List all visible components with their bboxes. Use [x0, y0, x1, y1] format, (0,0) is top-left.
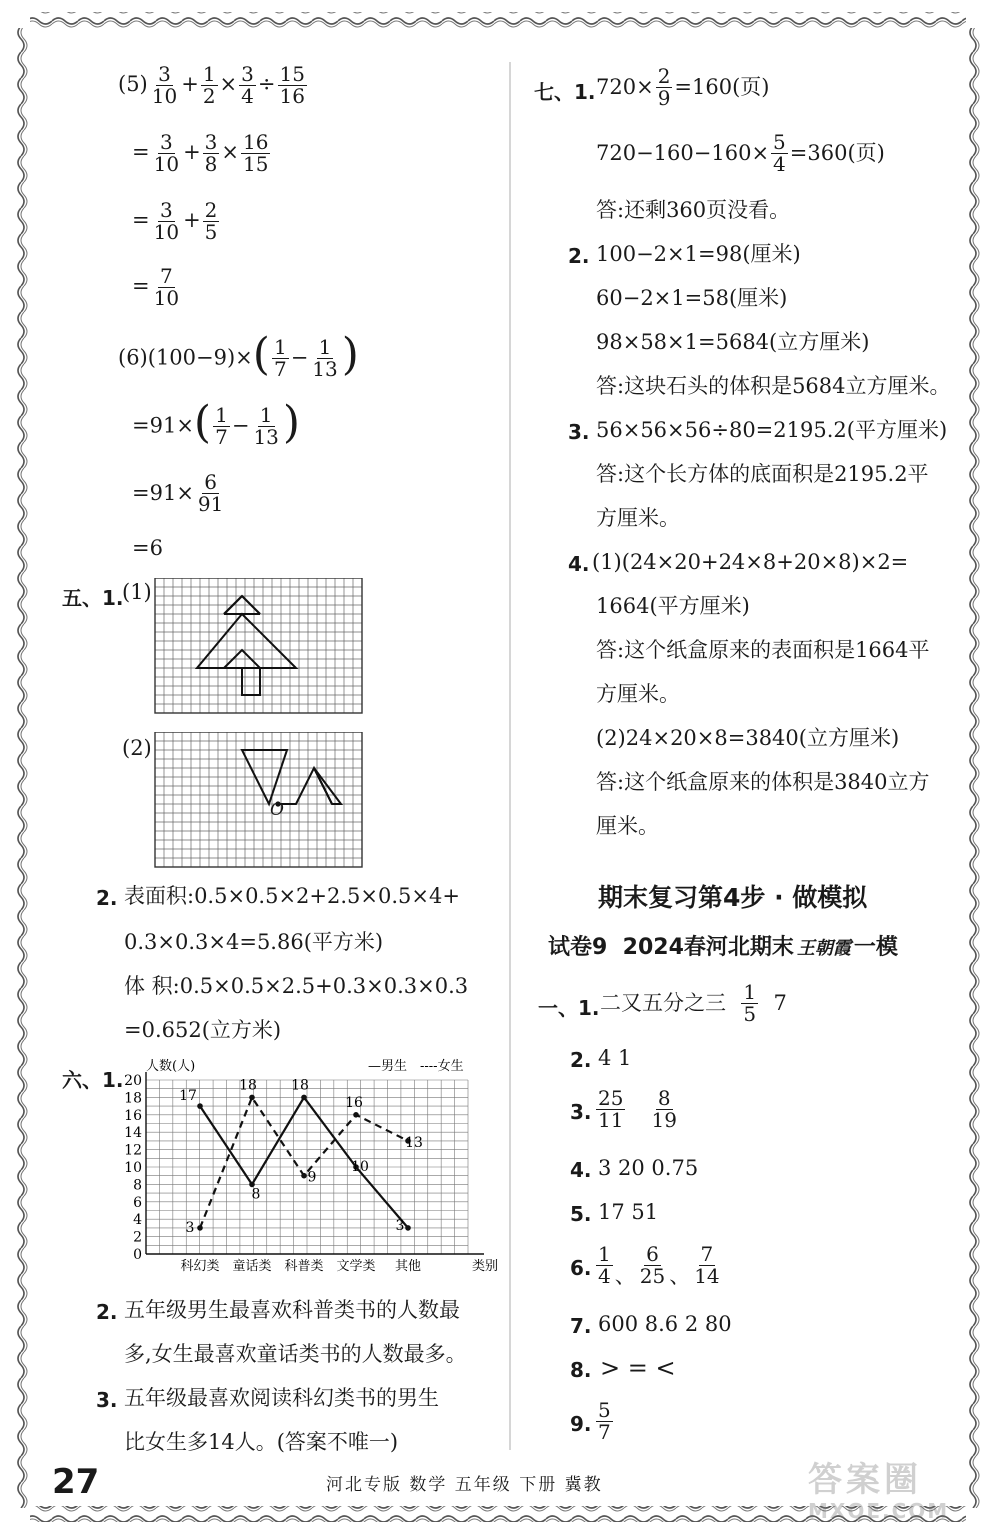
fraction: $\frac{3}{4}$: [241, 62, 254, 108]
sec1-label: 一、1.: [538, 996, 600, 1020]
data-point: [197, 1225, 203, 1231]
sec1-num: 3.: [570, 1100, 592, 1124]
sec6-q3-line2: 比女生多14人。(答案不唯一): [124, 1430, 399, 1454]
sec7-q3-answer1: 答:这个长方体的底面积是2195.2平: [596, 462, 929, 486]
sec7-q4-answer3: 答:这个纸盒原来的体积是3840立方: [596, 770, 930, 794]
line-chart: [110, 1054, 500, 1276]
sec5-q2-line1: 表面积:0.5×0.5×2+2.5×0.5×4+: [124, 884, 460, 908]
sec5-q2-line2: 0.3×0.3×4=5.86(平方米): [124, 930, 384, 954]
x-tick-label: 童话类: [232, 1259, 272, 1274]
data-label: 13: [405, 1134, 423, 1151]
data-point: [249, 1095, 255, 1101]
square-grid: [155, 732, 362, 867]
sec7-q4-l1: (1)(24×20+24×8+20×8)×2=: [592, 550, 909, 574]
sec1-num: 8.: [570, 1358, 592, 1382]
y-tick-label: 8: [133, 1177, 142, 1194]
data-label: 18: [291, 1077, 309, 1094]
q6-line2: =91×( $\frac{1}{7}$ − $\frac{1}{13}$ ): [132, 397, 301, 449]
data-point: [197, 1103, 203, 1109]
q6-label: (6)(100−9)×: [118, 345, 253, 370]
sec7-q4-num: 4.: [568, 552, 590, 576]
y-tick-label: 16: [124, 1107, 142, 1124]
q5-line3: = $\frac{3}{10}$ + $\frac{2}{5}$: [132, 198, 218, 244]
y-tick-label: 18: [124, 1090, 142, 1107]
data-point: [301, 1095, 307, 1101]
legend-boys: —男生: [368, 1059, 408, 1074]
y-tick-label: 0: [133, 1247, 142, 1263]
fraction: $\frac{1}{2}$: [202, 62, 216, 108]
data-point: [353, 1112, 359, 1118]
sec6-q2-num: 2.: [96, 1300, 118, 1324]
sec6-q3-num: 3.: [96, 1388, 118, 1412]
q6-line3: =91× $\frac{6}{91}$: [132, 470, 224, 516]
page-number: 27: [52, 1462, 100, 1502]
data-label: 18: [239, 1077, 257, 1094]
legend-girls: ----女生: [420, 1059, 464, 1074]
data-point: [301, 1173, 307, 1179]
brand-logo: 王朝霞: [796, 938, 851, 959]
sec7-q2-l3: 98×58×1=5684(立方厘米): [596, 330, 870, 354]
data-label: 10: [351, 1159, 369, 1175]
q6-line4: =6: [132, 536, 163, 560]
y-tick-label: 4: [133, 1212, 142, 1229]
x-tick-label: 科幻类: [180, 1259, 220, 1274]
sec7-q4-answer2: 方厘米。: [596, 682, 680, 706]
sec5-q2-line3: 体 积:0.5×0.5×2.5+0.3×0.3×0.3: [124, 974, 469, 998]
sec1-a4: 3 20 0.75: [598, 1156, 699, 1180]
sec1-a1: 二又五分之三 $\frac{1}{5}$ 7: [600, 980, 787, 1026]
sec7-q2-l2: 60−2×1=58(厘米): [596, 286, 788, 310]
sec7-q1-line1: 720× $\frac{2}{9}$ =160(页): [596, 64, 770, 110]
grid-figure-2: [152, 732, 366, 868]
sec6-q3-line1: 五年级最喜欢阅读科幻类书的男生: [124, 1386, 439, 1410]
sec7-q3-answer2: 方厘米。: [596, 506, 680, 530]
sec7-q2-l1: 100−2×1=98(厘米): [596, 242, 801, 266]
sec1-a8: > = <: [600, 1354, 676, 1382]
sec1-a3: $\frac{25}{11}$ $\frac{8}{19}$: [598, 1086, 677, 1132]
x-tick-label: 其他: [394, 1259, 422, 1274]
sec7-q4-answer1: 答:这个纸盒原来的表面积是1664平: [596, 638, 930, 662]
data-label: 3: [185, 1219, 195, 1236]
sec1-a9: $\frac{5}{7}$: [598, 1398, 611, 1444]
sec7-q3-l1: 56×56×56÷80=2195.2(平方厘米): [596, 418, 948, 442]
sec6-q2-line2: 多,女生最喜欢童话类书的人数最多。: [124, 1342, 467, 1366]
q5-line4: = $\frac{7}{10}$: [132, 264, 180, 310]
sec7-q1-answer: 答:还剩360页没看。: [596, 198, 791, 222]
square-grid: [155, 578, 362, 713]
sec5-label: 五、1.: [62, 586, 124, 610]
x-tick-label: 文学类: [336, 1259, 376, 1274]
point-o-label: O: [270, 800, 284, 820]
data-point: [405, 1225, 411, 1231]
data-label: 9: [307, 1169, 317, 1186]
fraction: $\frac{3}{10}$: [151, 62, 178, 108]
q6-line1: (6)(100−9)×( $\frac{1}{7}$ − $\frac{1}{13}$ ): [118, 329, 359, 381]
y-axis-label: 人数(人): [146, 1059, 196, 1074]
sec5-sub2: (2): [122, 736, 152, 760]
series-line-girls: [200, 1094, 408, 1228]
y-tick-label: 10: [124, 1160, 142, 1176]
grid-figure-1: [152, 578, 366, 714]
sec7-q2-answer: 答:这块石头的体积是5684立方厘米。: [596, 374, 951, 398]
data-label: 8: [251, 1186, 261, 1203]
data-label: 3: [395, 1217, 405, 1234]
sec1-a2: 4 1: [598, 1046, 632, 1070]
y-tick-label: 12: [124, 1142, 142, 1159]
sec7-q3-num: 3.: [568, 420, 590, 444]
y-tick-label: 14: [124, 1125, 142, 1142]
q5-label: (5): [118, 72, 148, 96]
sec7-q4-l3: (2)24×20×8=3840(立方厘米): [596, 726, 900, 750]
series-line-boys: [200, 1094, 408, 1228]
y-tick-label: 6: [133, 1194, 142, 1211]
sec1-num: 2.: [570, 1048, 592, 1072]
sec6-q2-line1: 五年级男生最喜欢科普类书的人数最: [124, 1298, 460, 1322]
sec7-q4-l2: 1664(平方厘米): [596, 594, 750, 618]
data-label: 16: [345, 1094, 363, 1111]
sec7-label: 七、1.: [534, 80, 596, 104]
y-tick-label: 20: [124, 1073, 142, 1089]
q5-line1: (5) $\frac{3}{10}$ + $\frac{1}{2}$ × $\frac{3}{4}$ ÷ $\frac{15}{16}$: [118, 62, 305, 108]
exam-title: 试卷9 2024春河北期末 王朝霞 一模: [548, 935, 898, 960]
watermark-logo: 答案圈 MXQE.COM: [808, 1460, 950, 1523]
x-axis-label: 类别: [472, 1259, 499, 1274]
fraction: $\frac{15}{16}$: [279, 62, 305, 108]
sec5-q2-num: 2.: [96, 886, 118, 910]
x-tick-label: 科普类: [284, 1259, 324, 1274]
sec1-a6: $\frac{1}{4}$ 、 $\frac{6}{25}$ 、 $\frac{7}{14}$: [598, 1242, 720, 1288]
data-label: 17: [179, 1088, 197, 1105]
q5-line2: = $\frac{3}{10}$ + $\frac{3}{8}$ × $\frac{16}{15}$: [132, 130, 269, 176]
sec1-num: 5.: [570, 1202, 592, 1226]
sec7-q4-answer4: 厘米。: [596, 814, 659, 838]
sec1-a7: 600 8.6 2 80: [598, 1312, 732, 1336]
sec5-sub1: (1): [122, 580, 152, 604]
sec1-num: 6.: [570, 1256, 592, 1280]
sec5-q2-line4: =0.652(立方米): [124, 1018, 282, 1042]
sec7-q2-num: 2.: [568, 244, 590, 268]
y-tick-label: 2: [133, 1229, 142, 1246]
sec1-num: 4.: [570, 1158, 592, 1182]
sec1-num: 7.: [570, 1314, 592, 1338]
sec7-q1-line2: 720−160−160× $\frac{5}{4}$ =360(页): [596, 130, 885, 176]
sec6-label: 六、1.: [62, 1068, 124, 1092]
footer-text: 河北专版 数学 五年级 下册 冀教: [326, 1475, 603, 1495]
sec1-num: 9.: [570, 1412, 592, 1436]
sec1-a5: 17 51: [598, 1200, 659, 1224]
section-heading: 期末复习第4步 · 做模拟: [598, 883, 868, 912]
